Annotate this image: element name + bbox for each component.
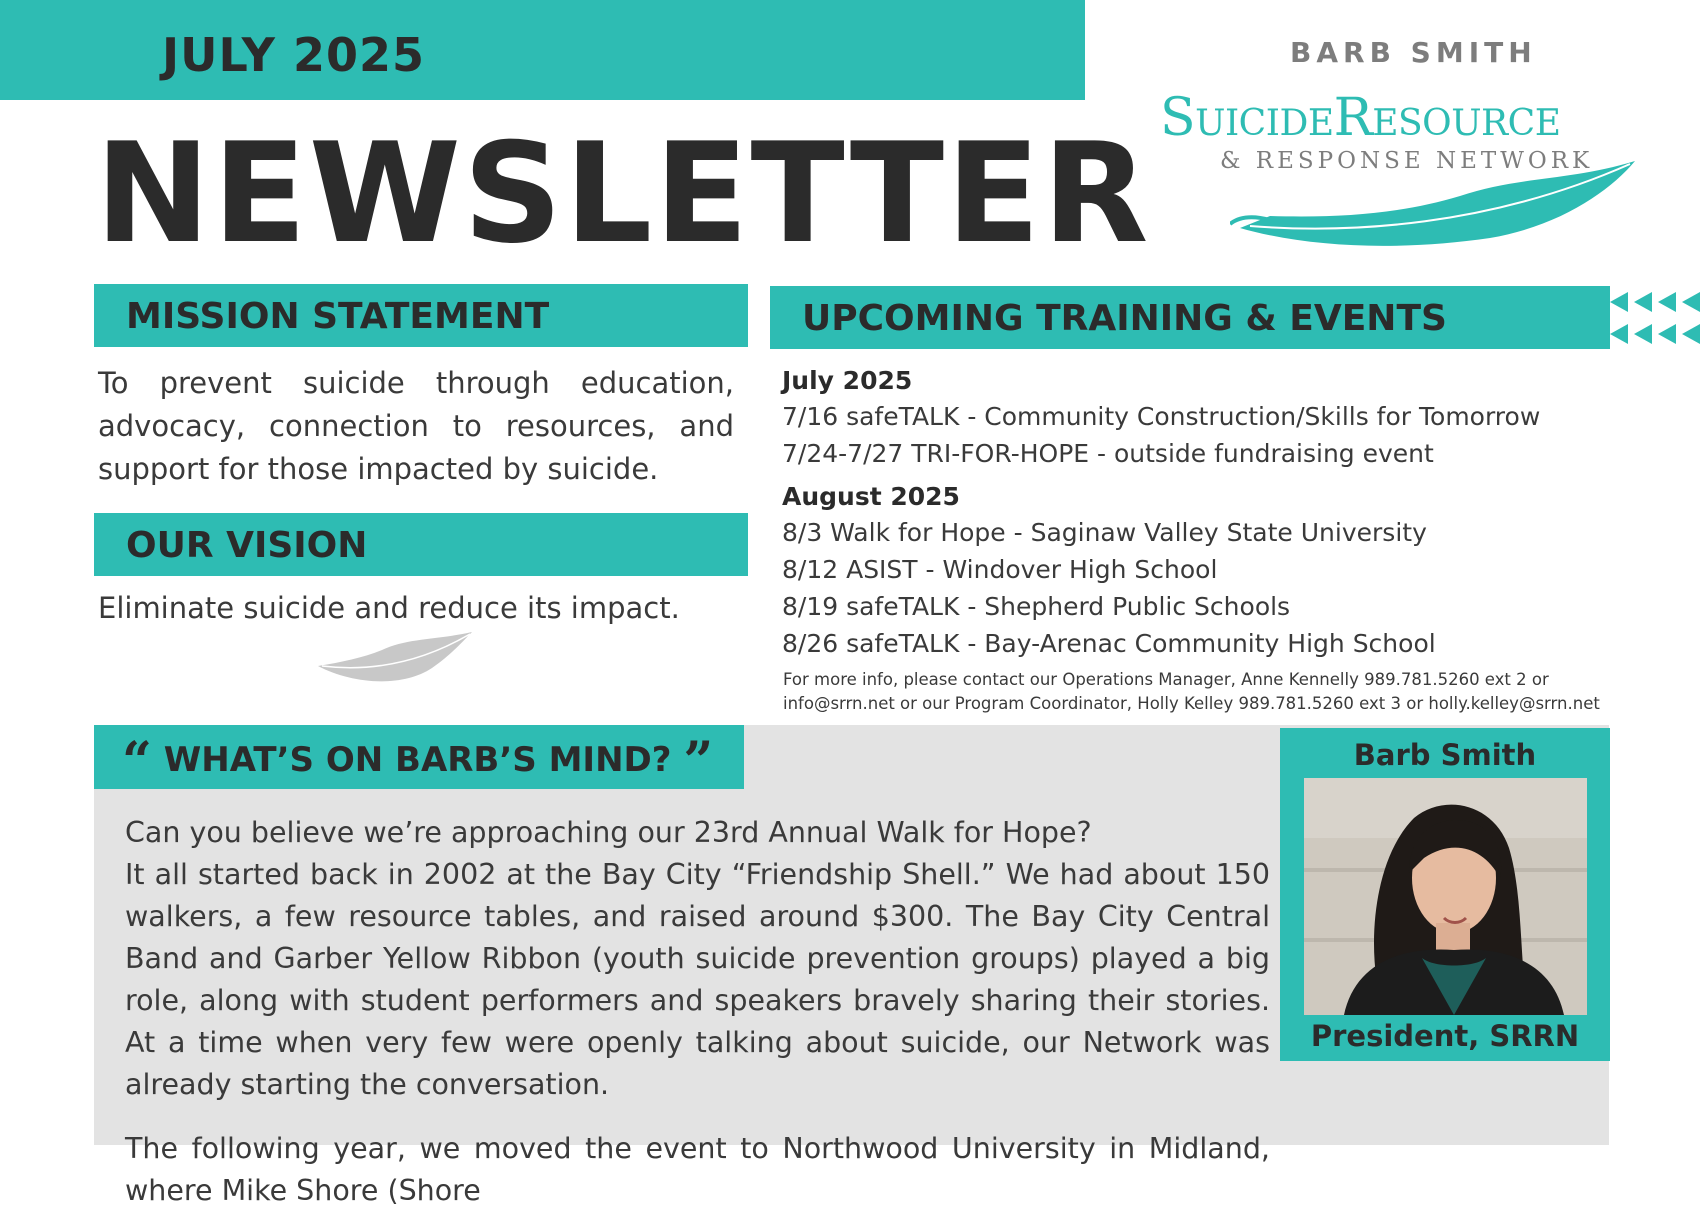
event-item: 8/19 safeTALK - Shepherd Public Schools bbox=[782, 592, 1291, 621]
events-month-heading: August 2025 bbox=[782, 482, 960, 511]
vision-heading: OUR VISION bbox=[126, 525, 368, 566]
events-month-heading: July 2025 bbox=[782, 366, 913, 395]
vision-text: Eliminate suicide and reduce its impact. bbox=[98, 591, 680, 625]
profile-name: Barb Smith bbox=[1353, 738, 1537, 772]
arrows-decoration-icon bbox=[1608, 290, 1700, 350]
event-item: 7/24-7/27 TRI-FOR-HOPE - outside fundraising event bbox=[782, 439, 1434, 468]
logo-sub-line: & RESPONSE NETWORK bbox=[1220, 148, 1594, 174]
vision-heading-band bbox=[94, 513, 748, 576]
logo-top-line: BARB SMITH bbox=[1290, 36, 1537, 69]
srrn-logo bbox=[1160, 36, 1660, 266]
mission-text: To prevent suicide through education, advocacy, connection to resources, and support for those impacted by suicide. bbox=[98, 366, 734, 486]
profile-role: President, SRRN bbox=[1310, 1019, 1580, 1053]
barb-paragraph-continued: The following year, we moved the event to Northwood University in Midland, where Mike Shore (Shore bbox=[125, 1132, 1270, 1207]
events-list bbox=[782, 364, 1602, 662]
barb-heading-band bbox=[94, 725, 744, 792]
barb-heading bbox=[122, 731, 713, 792]
event-item: 8/26 safeTALK - Bay-Arenac Community High School bbox=[782, 629, 1436, 658]
feather-icon bbox=[312, 628, 482, 698]
profile-card bbox=[1280, 728, 1610, 1061]
barb-heading-text: WHAT’S ON BARB’S MIND? bbox=[163, 740, 672, 780]
mission-heading-band bbox=[94, 284, 748, 347]
event-item: 8/12 ASIST - Windover High School bbox=[782, 555, 1218, 584]
event-item: 8/3 Walk for Hope - Saginaw Valley State University bbox=[782, 518, 1427, 547]
logo-main-line: SuicideResource bbox=[1160, 88, 1561, 148]
issue-month: JULY 2025 bbox=[162, 28, 425, 82]
barb-column-text bbox=[125, 812, 1270, 1212]
portrait-image bbox=[1304, 778, 1587, 1015]
event-item: 7/16 safeTALK - Community Construction/Skills for Tomorrow bbox=[782, 402, 1541, 431]
newsletter-title: NEWSLETTER bbox=[95, 113, 1151, 274]
contact-line: For more info, please contact our Operations Manager, Anne Kennelly 989.781.5260 ext 2 or bbox=[783, 670, 1549, 689]
events-heading: UPCOMING TRAINING & EVENTS bbox=[802, 298, 1447, 339]
mission-heading: MISSION STATEMENT bbox=[126, 296, 550, 337]
events-heading-band bbox=[770, 286, 1610, 349]
contact-info bbox=[783, 668, 1603, 716]
open-quote-icon: “ bbox=[122, 731, 152, 792]
contact-line: info@srrn.net or our Program Coordinator, Holly Kelley 989.781.5260 ext 3 or holly.kelley@srrn.net bbox=[783, 694, 1600, 713]
close-quote-icon: ” bbox=[683, 731, 714, 792]
barb-paragraph: It all started back in 2002 at the Bay City “Friendship Shell.” We had about 150 walkers, a few resource tables, and raised around $300. The Bay City Central Band and Garber Yellow Ribbon (youth suicide prevention groups) played a big role, along with student performers and speakers bravely sharing their stories. At a time when very few were openly talking about suicide, our Network was already starting the conversation. bbox=[125, 858, 1270, 1101]
barb-intro: Can you believe we’re approaching our 23rd Annual Walk for Hope? bbox=[125, 816, 1092, 849]
profile-photo bbox=[1304, 778, 1587, 1015]
